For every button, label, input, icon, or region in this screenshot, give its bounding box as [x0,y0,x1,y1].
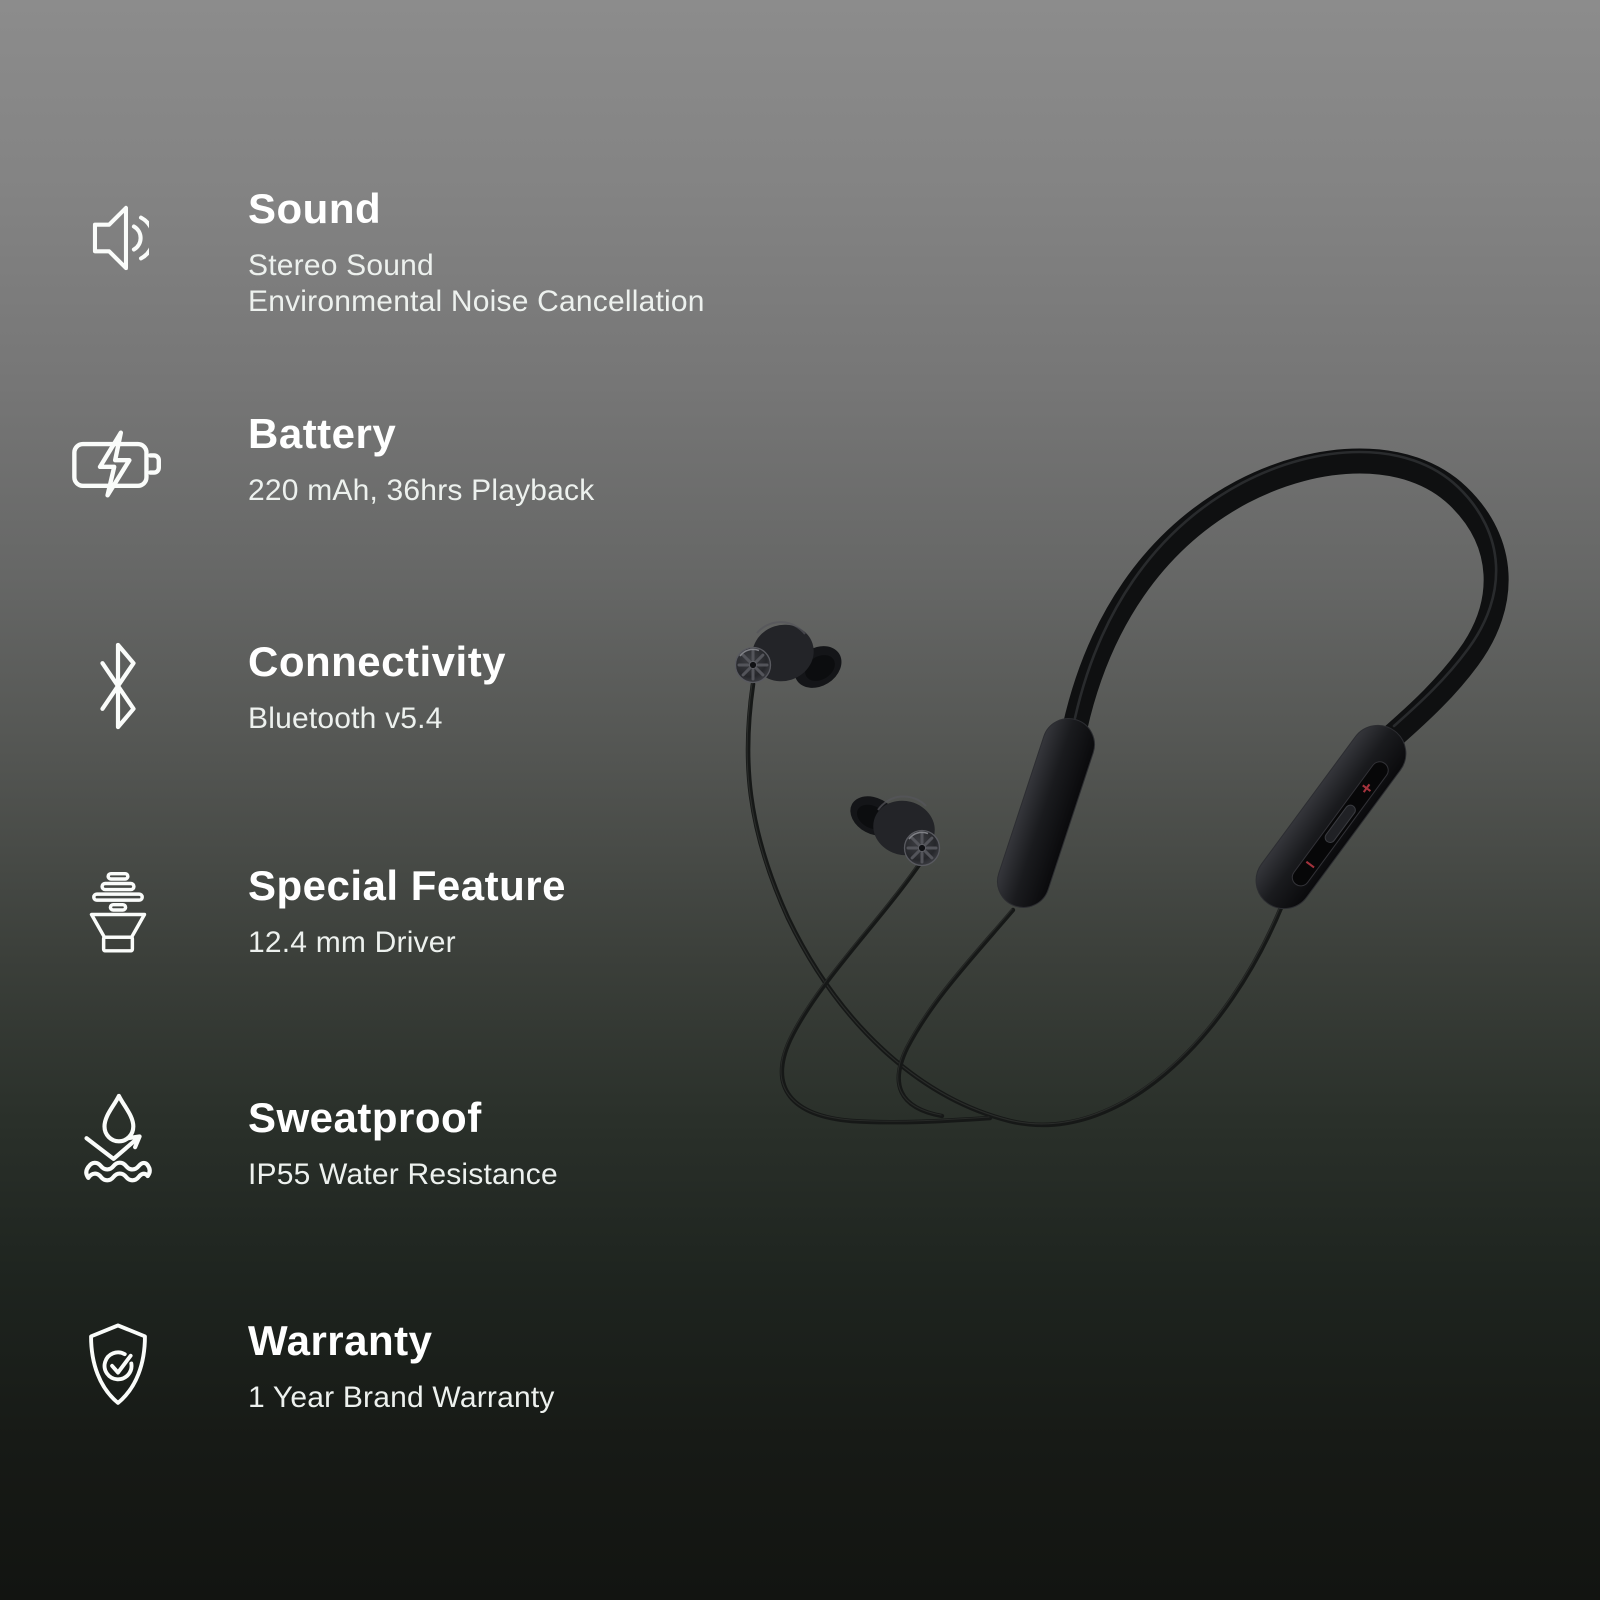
earbud-right [843,788,940,865]
earbud-disc [905,831,940,866]
shield-check-icon [70,1316,166,1414]
feature-title: Sound [248,185,382,232]
battery-charging-icon [70,427,166,501]
feature-description-line: 1 Year Brand Warranty [248,1381,555,1414]
feature-description-line: Stereo Sound [248,249,434,282]
feature-special [70,863,810,961]
feature-description-line: IP55 Water Resistance [248,1158,558,1191]
feature-title: Battery [248,410,397,457]
feature-warranty [70,1318,810,1416]
feature-sound [70,186,810,320]
water-drop-icon [70,1090,166,1190]
feature-title: Special Feature [248,862,566,909]
feature-connectivity [70,639,810,737]
feature-description-line: 220 mAh, 36hrs Playback [248,474,595,507]
feature-title: Warranty [248,1317,433,1364]
feature-description-line: Bluetooth v5.4 [248,702,443,735]
volume-up-label: + [1355,777,1377,801]
feature-sweatproof [70,1095,810,1193]
feature-title: Connectivity [248,638,507,685]
neckband [1075,452,1496,735]
volume-down-label: − [1298,853,1321,878]
speaker-icon [70,192,166,284]
feature-description-line: Environmental Noise Cancellation [248,285,705,318]
feature-title: Sweatproof [248,1094,482,1141]
feature-description-line: 12.4 mm Driver [248,926,456,959]
control-module [1245,714,1417,919]
feature-battery [70,411,810,509]
battery-module [991,712,1102,914]
speaker-driver-icon [70,860,166,966]
bluetooth-icon [70,634,166,738]
